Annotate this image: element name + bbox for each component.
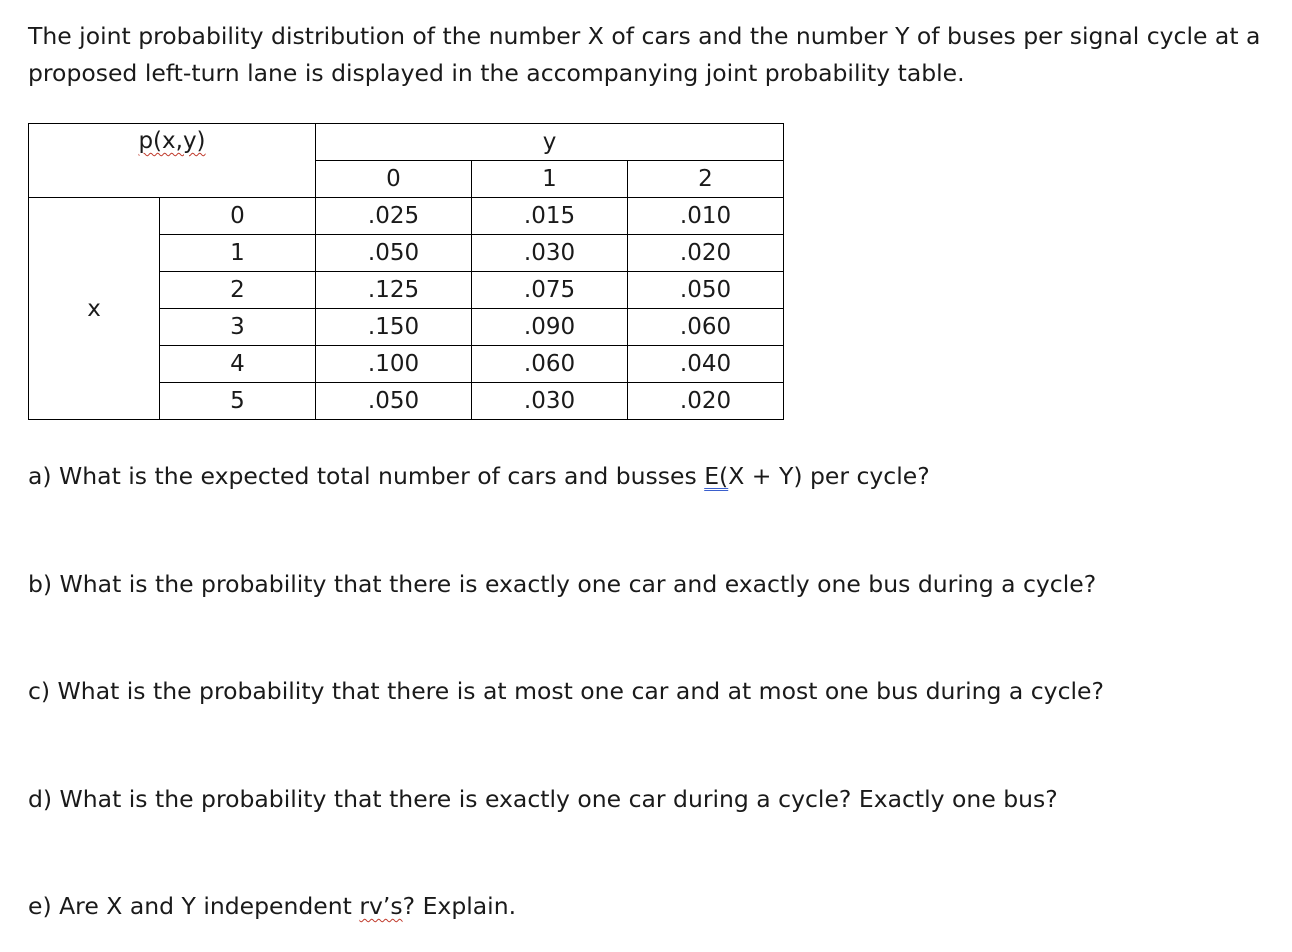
- question-b: b) What is the probability that there is exactly one car and exactly one bus during a cycle?: [28, 570, 1097, 598]
- x-value-cell: 3: [160, 309, 316, 346]
- question-e-tail: ? Explain.: [402, 892, 517, 920]
- table-header-row: [29, 124, 784, 161]
- x-label-cell: [29, 198, 160, 420]
- probability-cell: .030: [472, 235, 628, 272]
- y-header-cell: [316, 124, 784, 161]
- probability-cell: .050: [316, 383, 472, 420]
- question-c: c) What is the probability that there is at most one car and at most one bus during a cycle?: [28, 677, 1104, 705]
- question-a-tail: X + Y) per cycle?: [728, 462, 930, 490]
- x-value-cell: 0: [160, 198, 316, 235]
- probability-cell: .150: [316, 309, 472, 346]
- table-row: [29, 198, 784, 235]
- probability-cell: .090: [472, 309, 628, 346]
- probability-cell: .060: [472, 346, 628, 383]
- corner-cell: [29, 124, 316, 198]
- x-value-cell: 1: [160, 235, 316, 272]
- probability-cell: .025: [316, 198, 472, 235]
- question-a-text: a) What is the expected total number of cars and busses: [28, 462, 705, 490]
- probability-cell: .040: [628, 346, 784, 383]
- corner-label: p(x,y): [138, 128, 206, 154]
- y-label: y: [542, 129, 557, 155]
- probability-cell: .100: [316, 346, 472, 383]
- probability-cell: .050: [316, 235, 472, 272]
- question-d: d) What is the probability that there is exactly one car during a cycle? Exactly one bus?: [28, 785, 1058, 813]
- x-label: x: [87, 295, 101, 322]
- probability-cell: .075: [472, 272, 628, 309]
- probability-cell: .010: [628, 198, 784, 235]
- problem-intro: The joint probability distribution of the number X of cars and the number Y of buses per signal cycle at a proposed left-turn lane is displayed in the accompanying joint probability table.: [28, 22, 1261, 87]
- question-e-text: e) Are X and Y independent: [28, 892, 360, 920]
- question-a-marked: E(: [704, 462, 729, 490]
- question-e: [28, 891, 516, 921]
- x-value-cell: 5: [160, 383, 316, 420]
- probability-cell: .060: [628, 309, 784, 346]
- y-value-cell: 1: [472, 161, 628, 198]
- x-value-cell: 4: [160, 346, 316, 383]
- probability-cell: .125: [316, 272, 472, 309]
- probability-cell: .020: [628, 383, 784, 420]
- question-a: [28, 461, 930, 491]
- joint-probability-table: [28, 123, 784, 420]
- probability-cell: .020: [628, 235, 784, 272]
- y-value-cell: 2: [628, 161, 784, 198]
- probability-cell: .030: [472, 383, 628, 420]
- y-value-cell: 0: [316, 161, 472, 198]
- question-e-marked: rv’s: [359, 892, 403, 920]
- probability-cell: .015: [472, 198, 628, 235]
- probability-cell: .050: [628, 272, 784, 309]
- x-value-cell: 2: [160, 272, 316, 309]
